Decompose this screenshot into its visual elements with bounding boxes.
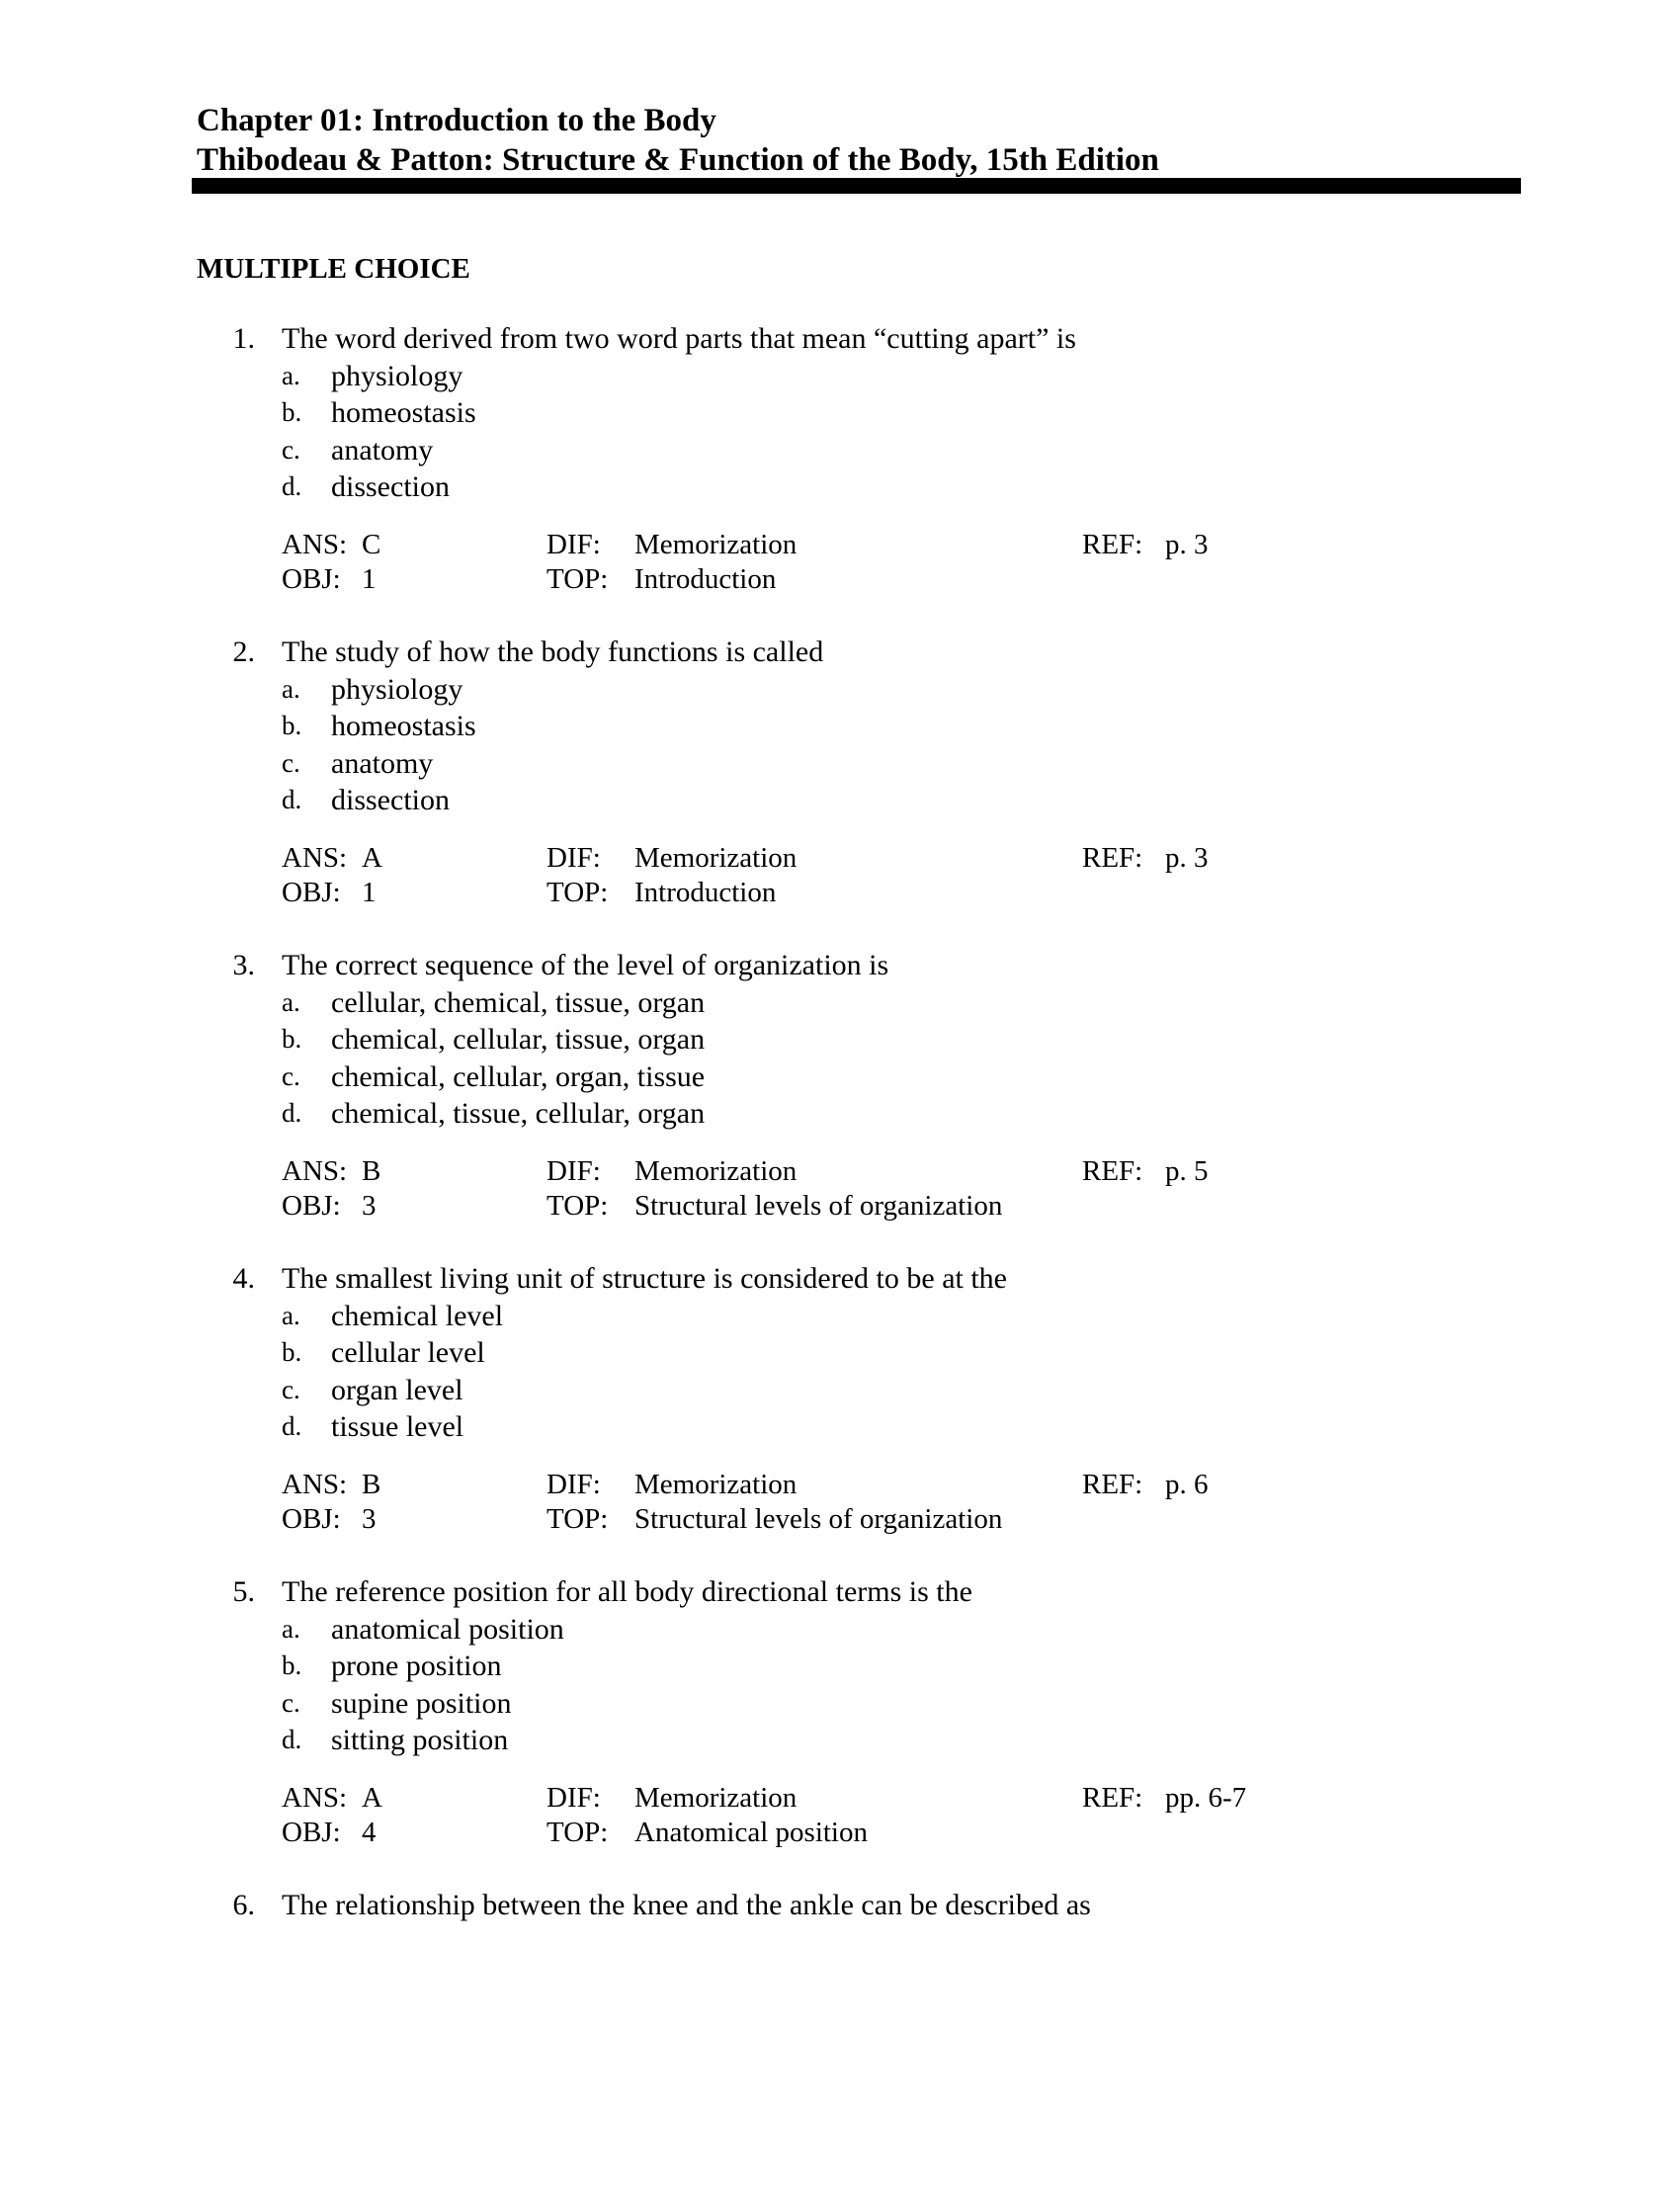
top-value: Anatomical position: [634, 1817, 868, 1848]
top-value: Structural levels of organization: [634, 1190, 1003, 1222]
answer-meta-row: [0, 562, 1680, 597]
option-letter: c.: [282, 747, 300, 778]
answer-option: [0, 468, 1680, 506]
option-text: homeostasis: [331, 710, 476, 742]
answer-option: [0, 1611, 1680, 1649]
answer-meta-row: [0, 1468, 1680, 1502]
question-item: [0, 1887, 1680, 2200]
top-label: TOP:: [546, 1503, 609, 1535]
answer-meta-row: [0, 876, 1680, 910]
answer-option: [0, 358, 1680, 395]
top-label: TOP:: [546, 877, 609, 908]
option-letter: b.: [282, 397, 302, 427]
option-text: sitting position: [331, 1724, 509, 1756]
dif-label: DIF:: [546, 1155, 601, 1187]
option-text: chemical level: [331, 1299, 504, 1332]
book-title: Thibodeau & Patton: Structure & Function of the Body, 15th Edition: [197, 142, 1159, 178]
ans-value: A: [362, 1782, 382, 1814]
answer-option: [0, 1058, 1680, 1096]
answer-option: [0, 1021, 1680, 1058]
question-list: [0, 320, 1680, 2200]
answer-option: [0, 1722, 1680, 1759]
ans-value: B: [362, 1155, 381, 1187]
answer-option: [0, 1685, 1680, 1723]
answer-option: [0, 984, 1680, 1022]
question-text: The smallest living unit of structure is considered to be at the: [282, 1262, 1007, 1295]
option-text: cellular level: [331, 1336, 485, 1369]
answer-option: [0, 708, 1680, 745]
option-letter: b.: [282, 711, 302, 740]
option-text: homeostasis: [331, 396, 476, 429]
question-number: 1.: [232, 322, 255, 355]
option-letter: a.: [282, 1613, 300, 1644]
obj-label: OBJ:: [282, 877, 341, 908]
option-text: organ level: [331, 1373, 463, 1406]
option-letter: b.: [282, 1024, 302, 1054]
question-item: [0, 947, 1680, 1260]
chapter-title: Chapter 01: Introduction to the Body: [197, 103, 716, 138]
header-divider: [192, 178, 1521, 194]
obj-label: OBJ:: [282, 1817, 341, 1848]
obj-label: OBJ:: [282, 1190, 341, 1222]
question-line: [0, 947, 1680, 984]
dif-value: Memorization: [634, 529, 798, 560]
question-text: The study of how the body functions is called: [282, 635, 824, 668]
option-text: supine position: [331, 1686, 512, 1720]
question-number: 2.: [232, 635, 255, 668]
answer-meta-row: [0, 1154, 1680, 1189]
dif-label: DIF:: [546, 529, 601, 560]
question-line: [0, 634, 1680, 671]
ref-label: REF:: [1082, 842, 1143, 874]
question-line: [0, 1573, 1680, 1611]
question-number: 6.: [232, 1889, 255, 1921]
answer-option: [0, 671, 1680, 709]
answer-option: [0, 1648, 1680, 1685]
dif-label: DIF:: [546, 842, 601, 874]
question-line: [0, 1260, 1680, 1298]
obj-value: 3: [362, 1190, 377, 1222]
option-letter: a.: [282, 986, 300, 1017]
option-letter: d.: [282, 1725, 302, 1754]
option-letter: c.: [282, 1374, 300, 1404]
option-text: prone position: [331, 1650, 502, 1682]
ref-value: p. 3: [1165, 842, 1209, 874]
option-letter: d.: [282, 471, 302, 501]
option-text: tissue level: [331, 1410, 464, 1443]
option-text: physiology: [331, 672, 463, 706]
top-label: TOP:: [546, 1817, 609, 1848]
obj-value: 1: [362, 563, 377, 595]
ref-label: REF:: [1082, 529, 1143, 560]
answer-option: [0, 782, 1680, 819]
option-text: physiology: [331, 359, 463, 392]
obj-value: 1: [362, 877, 377, 908]
dif-value: Memorization: [634, 1469, 798, 1500]
answer-option: [0, 1095, 1680, 1133]
top-value: Introduction: [634, 877, 777, 908]
dif-value: Memorization: [634, 1782, 798, 1814]
question-number: 3.: [232, 949, 255, 981]
option-letter: a.: [282, 360, 300, 390]
answer-option: [0, 394, 1680, 432]
answer-option: [0, 745, 1680, 783]
ref-value: pp. 6-7: [1165, 1782, 1247, 1814]
option-text: cellular, chemical, tissue, organ: [331, 985, 706, 1019]
ans-value: C: [362, 529, 381, 560]
ref-label: REF:: [1082, 1155, 1143, 1187]
question-item: [0, 1573, 1680, 1887]
question-item: [0, 1260, 1680, 1573]
section-title: MULTIPLE CHOICE: [197, 253, 470, 285]
dif-value: Memorization: [634, 1155, 798, 1187]
top-label: TOP:: [546, 563, 609, 595]
ans-label: ANS:: [282, 529, 348, 560]
option-letter: d.: [282, 785, 302, 814]
ans-label: ANS:: [282, 1782, 348, 1814]
question-number: 4.: [232, 1262, 255, 1295]
option-text: dissection: [331, 784, 450, 816]
question-number: 5.: [232, 1575, 255, 1608]
option-letter: b.: [282, 1650, 302, 1680]
answer-meta-row: [0, 1816, 1680, 1850]
option-text: anatomical position: [331, 1612, 564, 1646]
answer-option: [0, 1298, 1680, 1335]
question-text: The reference position for all body directional terms is the: [282, 1575, 972, 1608]
question-line: [0, 320, 1680, 358]
ref-label: REF:: [1082, 1782, 1143, 1814]
option-letter: d.: [282, 1411, 302, 1441]
obj-label: OBJ:: [282, 563, 341, 595]
option-text: chemical, tissue, cellular, organ: [331, 1097, 706, 1130]
ref-value: p. 3: [1165, 529, 1209, 560]
answer-option: [0, 1372, 1680, 1409]
option-letter: b.: [282, 1337, 302, 1367]
option-text: dissection: [331, 470, 450, 503]
ref-value: p. 5: [1165, 1155, 1209, 1187]
dif-label: DIF:: [546, 1469, 601, 1500]
ans-value: B: [362, 1469, 381, 1500]
obj-value: 3: [362, 1503, 377, 1535]
answer-meta-row: [0, 841, 1680, 876]
option-letter: a.: [282, 673, 300, 704]
option-letter: c.: [282, 1687, 300, 1718]
option-text: chemical, cellular, tissue, organ: [331, 1023, 706, 1056]
option-text: chemical, cellular, organ, tissue: [331, 1059, 706, 1093]
question-line: [0, 1887, 1680, 1924]
ans-label: ANS:: [282, 842, 348, 874]
top-label: TOP:: [546, 1190, 609, 1222]
answer-option: [0, 1334, 1680, 1372]
obj-label: OBJ:: [282, 1503, 341, 1535]
top-value: Structural levels of organization: [634, 1503, 1003, 1535]
question-text: The correct sequence of the level of organization is: [282, 949, 889, 981]
answer-meta-row: [0, 1781, 1680, 1816]
option-letter: a.: [282, 1300, 300, 1330]
option-text: anatomy: [331, 433, 434, 466]
answer-option: [0, 1408, 1680, 1446]
option-letter: c.: [282, 1060, 300, 1091]
dif-value: Memorization: [634, 842, 798, 874]
obj-value: 4: [362, 1817, 377, 1848]
option-letter: d.: [282, 1098, 302, 1128]
answer-option: [0, 432, 1680, 469]
answer-meta-row: [0, 1502, 1680, 1537]
ref-value: p. 6: [1165, 1469, 1209, 1500]
question-text: The word derived from two word parts that mean “cutting apart” is: [282, 322, 1076, 355]
answer-meta-row: [0, 1189, 1680, 1224]
question-item: [0, 634, 1680, 947]
top-value: Introduction: [634, 563, 777, 595]
ref-label: REF:: [1082, 1469, 1143, 1500]
question-item: [0, 320, 1680, 634]
ans-label: ANS:: [282, 1469, 348, 1500]
ans-label: ANS:: [282, 1155, 348, 1187]
option-text: anatomy: [331, 746, 434, 780]
answer-meta-row: [0, 528, 1680, 562]
dif-label: DIF:: [546, 1782, 601, 1814]
option-letter: c.: [282, 434, 300, 465]
question-text: The relationship between the knee and the ankle can be described as: [282, 1889, 1091, 1921]
ans-value: A: [362, 842, 382, 874]
